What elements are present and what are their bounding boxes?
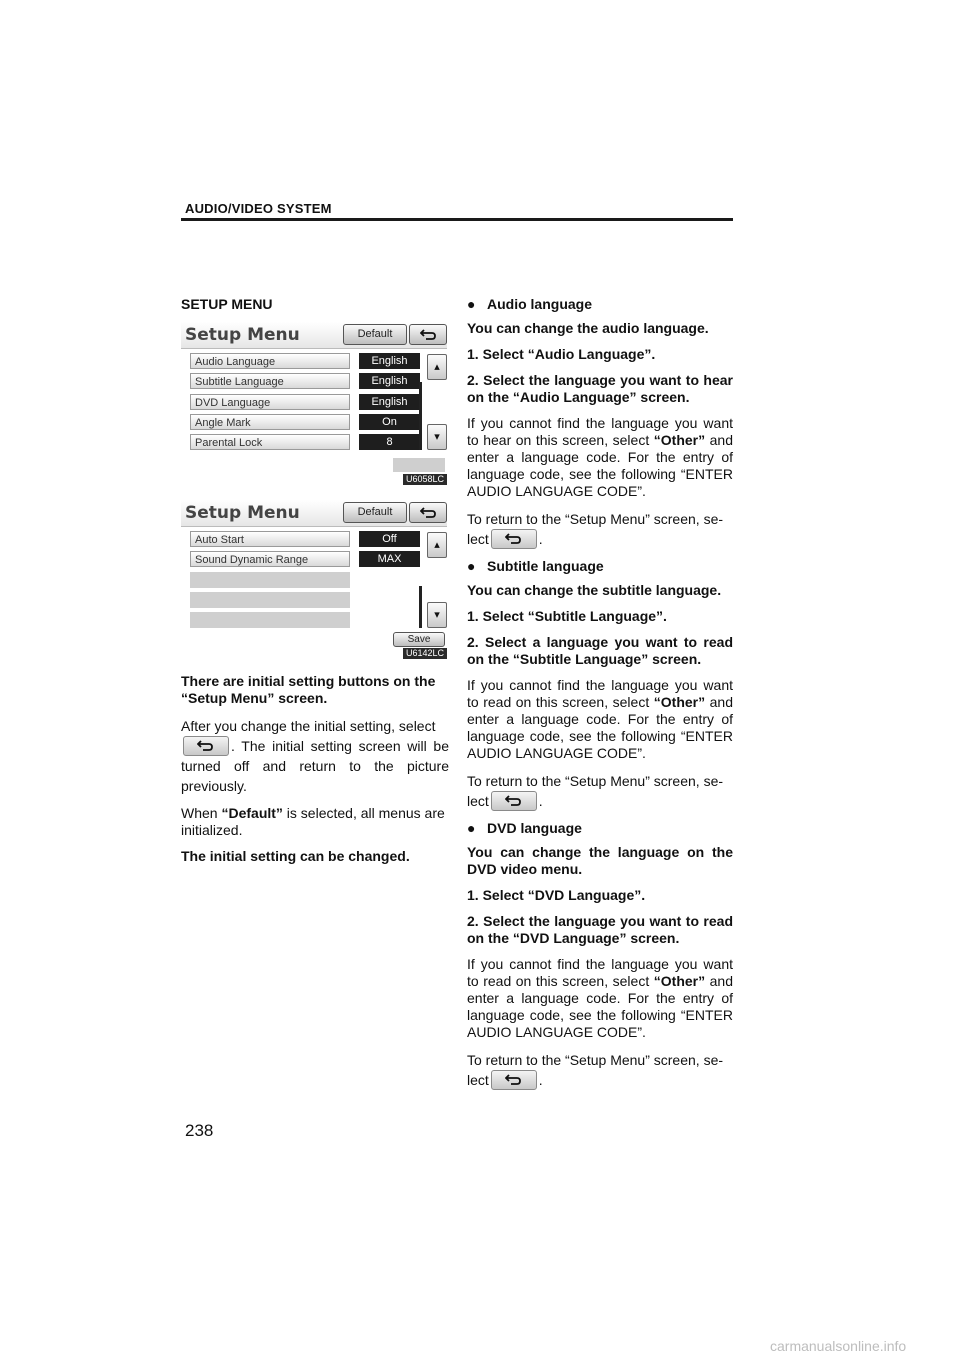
setup-menu-screen-2 [181,500,447,660]
text: To return to the “Setup Menu” screen, se-lect [467,773,724,809]
text: To return to the “Setup Menu” screen, se-lect [467,511,724,547]
return-button-inline [491,791,537,811]
step: 1. Select “Audio Language”. [467,346,656,362]
return-arrow-icon [505,1074,521,1085]
setting-label: Parental Lock [190,434,350,450]
step: 2. Select a language you want to read on the “Subtitle Language” screen. [467,634,733,667]
setting-label: Subtitle Language [190,373,350,389]
return-arrow-icon [505,795,521,806]
bullet-dot-icon: ● [467,296,476,312]
screen-title: Setup Menu [185,503,300,523]
scroll-down-button[interactable]: ▾ [427,602,447,628]
header-rule [181,218,733,221]
return-button-inline [491,1070,537,1090]
disabled-button [393,458,445,472]
bullet-heading [467,558,733,574]
setting-value: 8 [359,434,420,450]
text: If you cannot find the language you want to hear on this screen, select [467,415,733,448]
figure-code: U6058LC [403,474,447,485]
save-button[interactable]: Save [393,632,445,647]
emphasis: “Other” [653,432,706,448]
text: When [181,805,222,821]
setting-label: Auto Start [190,531,350,547]
empty-slot [190,612,350,628]
return-button-inline [183,736,229,756]
setting-value: MAX [359,551,420,567]
setting-value: On [359,414,420,430]
setting-label: Angle Mark [190,414,350,430]
setting-value: English [359,394,420,410]
default-button[interactable]: Default [343,324,407,345]
paragraph [467,1050,733,1090]
return-arrow-icon [197,740,213,751]
bullet-heading [467,820,733,836]
paragraph: You can change the language on the DVD video menu. [467,844,733,877]
bullet-dot-icon: ● [467,558,476,574]
figure-code: U6142LC [403,648,447,659]
return-arrow-icon [420,329,436,340]
scroll-bar [419,382,422,450]
text: If you cannot find the language you want to read on this screen, select [467,677,733,710]
paragraph [181,805,449,839]
emphasis: “Other” [653,973,706,989]
bullet-text: Subtitle language [487,558,604,574]
paragraph: There are initial setting buttons on the “Setup Menu” screen. [181,673,436,706]
paragraph [467,771,733,811]
step: 1. Select “Subtitle Language”. [467,608,667,624]
text: . [538,1072,543,1088]
section-title: SETUP MENU [181,296,273,312]
paragraph [181,716,449,796]
bullet-dot-icon: ● [467,820,476,836]
bullet-text: Audio language [487,296,592,312]
scroll-up-button[interactable]: ▴ [427,354,447,380]
bullet-heading [467,296,733,312]
emphasis: “Default” [221,805,283,821]
paragraph [467,415,733,500]
setup-menu-screen-1 [181,322,447,490]
empty-slot [190,572,350,588]
text: and enter a language code. For the entry of language code, see the following “ENTER AUDIO LANGUAGE CODE”. [467,694,734,761]
text: and enter a language code. For the entry of language code, see the following “ENTER AUDIO LANGUAGE CODE”. [467,432,734,499]
setting-label: Sound Dynamic Range [190,551,350,567]
paragraph [467,956,733,1041]
text: To return to the “Setup Menu” screen, se-lect [467,1052,724,1088]
setting-value: Off [359,531,420,547]
text: . [538,531,543,547]
step: 2. Select the language you want to hear on the “Audio Language” screen. [467,372,733,405]
setting-label: Audio Language [190,353,350,369]
text: After you change the initial setting, select [181,718,436,734]
text: is selected, all menus are initialized. [181,805,445,838]
scroll-down-button[interactable]: ▾ [427,424,447,450]
screen-header [181,500,447,527]
right-column [467,296,733,1099]
paragraph: The initial setting can be changed. [181,848,410,864]
emphasis: “Other” [653,694,706,710]
default-button[interactable]: Default [343,502,407,523]
text: . [538,793,543,809]
return-arrow-icon [420,507,436,518]
text: and enter a language code. For the entry of language code, see the following “ENTER AUDIO LANGUAGE CODE”. [467,973,734,1040]
setting-value: English [359,353,420,369]
watermark: carmanualsonline.info [770,1338,907,1354]
bullet-text: DVD language [487,820,582,836]
scroll-up-button[interactable]: ▴ [427,532,447,558]
step: 1. Select “DVD Language”. [467,887,646,903]
return-button[interactable] [409,502,447,523]
setting-label: DVD Language [190,394,350,410]
empty-slot [190,592,350,608]
paragraph [467,509,733,549]
screen-header [181,322,447,349]
step: 2. Select the language you want to read on the “DVD Language” screen. [467,913,733,946]
left-column [181,296,449,874]
scroll-bar [419,586,422,628]
setting-value: English [359,373,420,389]
running-header: AUDIO/VIDEO SYSTEM [185,201,332,216]
paragraph [467,677,733,762]
return-button[interactable] [409,324,447,345]
text: . The initial setting screen will be turned off and return to the picture previously. [181,738,449,794]
text: If you cannot find the language you want to read on this screen, select [467,956,733,989]
return-arrow-icon [505,533,521,544]
page-number: 238 [185,1121,214,1140]
return-button-inline [491,529,537,549]
screen-title: Setup Menu [185,325,300,345]
paragraph: You can change the subtitle language. [467,582,722,598]
paragraph: You can change the audio language. [467,320,709,336]
